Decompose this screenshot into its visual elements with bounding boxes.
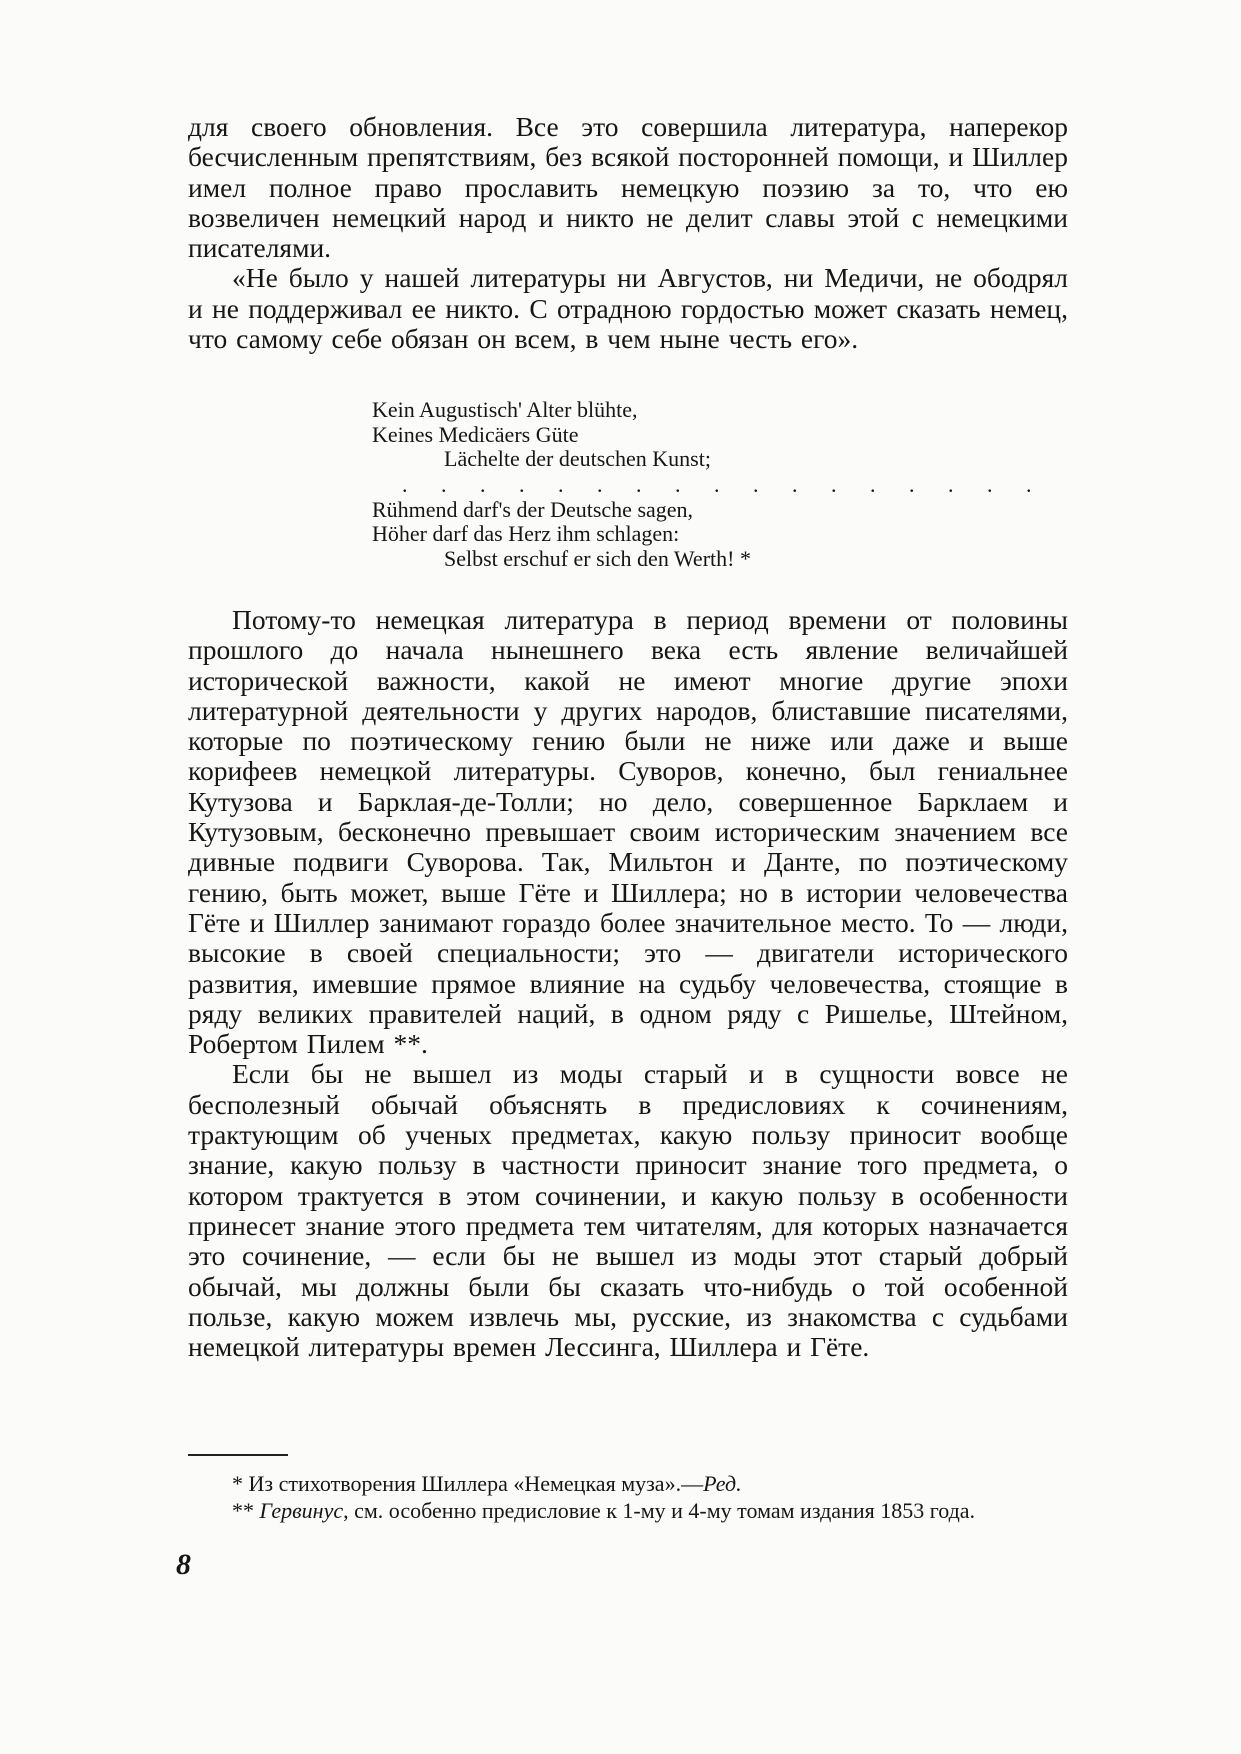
main-text-top: [188, 112, 1068, 354]
paragraph: Если бы не вышел из моды старый и в сущности вовсе не бесполезный обычай объяснять в предисловиях к сочинениям, трактующим об ученых предметах, какую пользу приносит вообще знание, какую пользу в частности приносит знание того предмета, о котором трактуется в этом сочинении, и какую пользу в особенности принесет знание этого предмета тем читателям, для которых назначается это сочинение, — если бы не вышел из моды этот старый добрый обычай, мы должны были бы сказать что-нибудь о той особенной пользе, какую можем извлечь мы, русские, из знакомства с судьбами немецкой литературы времен Лессинга, Шиллера и Гёте.: [188, 1058, 1068, 1363]
footnote-author: Гервинус: [259, 1498, 344, 1523]
footnote-editor: Ред.: [703, 1471, 742, 1496]
page-number: 8: [176, 1548, 191, 1581]
poem-line: Höher darf das Herz ihm schlagen:: [372, 521, 680, 547]
footnote-divider: [188, 1454, 288, 1456]
footnotes: [188, 1470, 1068, 1524]
poem-line: Rühmend darf's der Deutsche sagen,: [372, 496, 694, 522]
footnote: [188, 1470, 1068, 1497]
paragraph: для своего обновления. Все это совершила литература, наперекор бесчисленным препятствиям, без всякой посторонней помощи, и Шиллер имел полное право прославить немецкую поэзию за то, что ею возвеличен немецкий народ и никто не делит славы этой с немецкими писателями.: [188, 111, 1068, 264]
footnote-text: , см. особенно предисловие к 1-му и 4-му томам издания 1853 года.: [343, 1498, 976, 1523]
footnote-text: Из стихотворения Шиллера «Немецкая муза».—: [248, 1471, 704, 1496]
poem-line: Kein Augustisch' Alter blühte,: [372, 397, 638, 422]
footnote-marker: **: [232, 1498, 254, 1523]
poem-line: Lächelte der deutschen Kunst;: [444, 446, 711, 472]
poem-line: Selbst erschuf er sich den Werth! *: [444, 545, 751, 571]
footnote-marker: *: [232, 1471, 243, 1496]
poem-line: Keines Medicäers Güte: [372, 421, 579, 447]
poem-ellipsis: . . . . . . . . . . . . . . . . .: [402, 471, 1046, 497]
footnote: [188, 1497, 1068, 1524]
paragraph: «Не было у нашей литературы ни Августов, ни Медичи, не ободрял и не поддерживал ее никто. С отрадною гордостью может сказать немец, что самому себе обязан он всем, в чем ныне честь его».: [188, 262, 1068, 355]
main-text-bottom: [188, 605, 1068, 1362]
paragraph: Потому-то немецкая литература в период времени от половины прошлого до начала нынешнего века есть явление величайшей исторической важности, какой не имеют многие другие эпохи литературной деятельности у других народов, блиставшие писателями, которые по поэтическому гению были не ниже или даже и выше корифеев немецкой литературы. Суворов, конечно, был гениальнее Кутузова и Барклая-де-Толли; но дело, совершенное Барклаем и Кутузовым, бесконечно превышает своим историческим значением все дивные подвиги Суворова. Так, Мильтон и Данте, по поэтическому гению, быть может, выше Гёте и Шиллера; но в истории человечества Гёте и Шиллер занимают гораздо более значительное место. То — люди, высокие в своей специальности; это — двигатели исторического развития, имевшие прямое влияние на судьбу человечества, стоящие в ряду великих правителей наций, в одном ряду с Ришелье, Штейном, Робертом Пилем **.: [188, 604, 1068, 1060]
poem-quote: [372, 398, 1046, 572]
